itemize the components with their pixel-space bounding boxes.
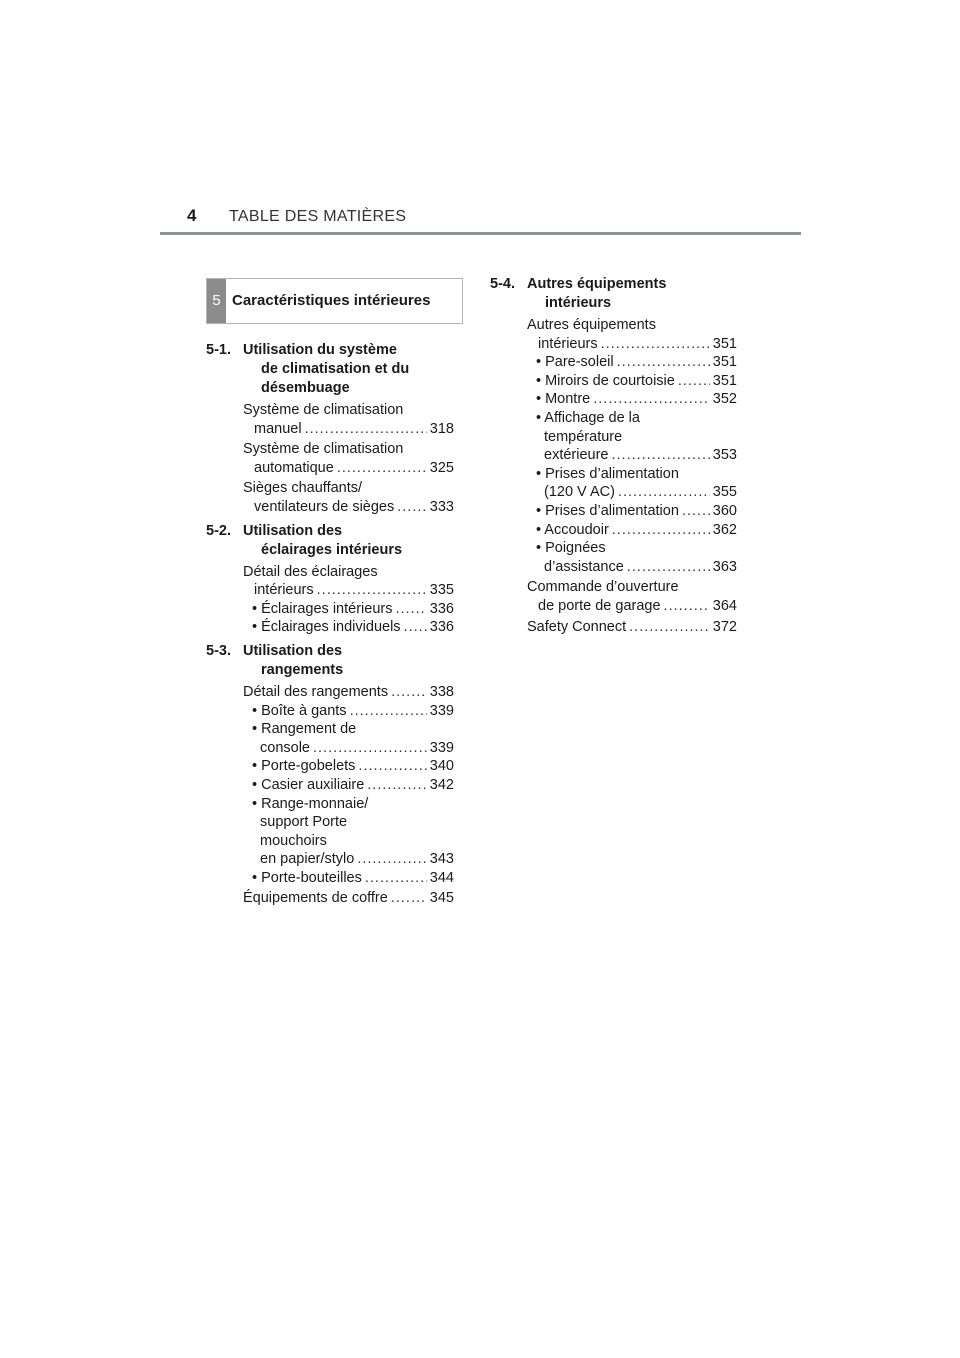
toc-entry[interactable] (243, 889, 454, 908)
subsection-title (206, 522, 454, 560)
page-header (160, 205, 800, 235)
toc-page-number: 352 (712, 391, 737, 408)
dot-leader (404, 618, 427, 637)
toc-entry-label: • Pare-soleil (536, 354, 614, 371)
subsection-title-line: de climatisation et du (261, 361, 410, 377)
toc-entry[interactable] (527, 578, 737, 615)
toc-page-number: 325 (429, 459, 454, 476)
toc-entry-label: extérieure (544, 447, 609, 464)
subsection-title-line: Utilisation du système (243, 342, 397, 358)
toc-page-number: 343 (429, 851, 454, 868)
toc-entry[interactable] (243, 757, 454, 776)
toc-entry[interactable] (527, 465, 737, 502)
toc-entry[interactable] (243, 479, 454, 516)
section-number-tab: 5 (207, 279, 226, 323)
toc-entry[interactable] (243, 776, 454, 795)
toc-page-number: 372 (712, 618, 737, 635)
toc-entry[interactable] (527, 390, 737, 409)
toc-entry-label: en papier/stylo (260, 851, 355, 868)
toc-entry-label: • Montre (536, 391, 591, 408)
toc-page-number: 344 (429, 869, 454, 886)
toc-page-number: 351 (712, 372, 737, 389)
toc-entry-line (527, 558, 737, 577)
dot-leader (317, 581, 427, 600)
dot-leader (664, 597, 710, 616)
subsection-heading (206, 341, 454, 398)
toc-entry-label: • Éclairages individuels (252, 619, 401, 636)
toc-entry-line (243, 420, 454, 439)
header-divider (160, 232, 801, 235)
subsection-title-line: éclairages intérieurs (261, 541, 403, 558)
toc-entry-line: Commande d’ouverture (527, 579, 679, 596)
toc-page-number: 338 (429, 683, 454, 700)
toc-entry-line (243, 776, 454, 795)
toc-entry-label: • Boîte à gants (252, 702, 347, 719)
toc-entry-label: • Accoudoir (536, 521, 609, 538)
dot-leader (618, 483, 710, 502)
toc-entry[interactable] (527, 409, 737, 465)
toc-entry-line (243, 850, 454, 869)
toc-entry-line (243, 498, 454, 517)
toc-entry[interactable] (243, 683, 454, 702)
toc-page-number: 355 (712, 484, 737, 501)
dot-leader (358, 757, 426, 776)
toc-entry-label: • Éclairages intérieurs (252, 600, 393, 617)
toc-page-number: 364 (712, 597, 737, 614)
toc-page-number: 318 (429, 420, 454, 437)
toc-entry-label: Équipements de coffre (243, 890, 388, 907)
subsection-title (206, 642, 454, 680)
subsection-title-line: Utilisation des (243, 642, 343, 659)
toc-entry-line (527, 483, 737, 502)
subsection-title-line: rangements (261, 661, 344, 678)
subsection-title-line: intérieurs (545, 295, 612, 311)
toc-entry[interactable] (243, 618, 454, 637)
toc-entry[interactable] (527, 372, 737, 391)
toc-entry[interactable] (527, 521, 737, 540)
toc-entry-label: intérieurs (254, 582, 314, 599)
toc-entry-line: mouchoirs (260, 832, 327, 849)
toc-page-number: 339 (429, 739, 454, 756)
toc-entry-line: Système de climatisation (243, 441, 404, 458)
toc-column-left (206, 341, 454, 913)
toc-entry-line: Détail des éclairages (243, 563, 378, 580)
section-heading-box (206, 278, 463, 324)
subsection-title-line: Autres équipements (527, 276, 667, 292)
toc-page-number: 353 (712, 447, 737, 464)
toc-entry[interactable] (243, 440, 454, 477)
toc-entry-line (243, 581, 454, 600)
dot-leader (365, 869, 427, 888)
toc-page-number: 363 (712, 558, 737, 575)
subsection-code: 5-2. (206, 522, 231, 539)
toc-entry-line: • Prises d’alimentation (536, 465, 679, 482)
dot-leader (627, 558, 710, 577)
subsection-title-line: Utilisation des (243, 522, 343, 539)
subsection-heading (206, 642, 454, 680)
dot-leader (350, 702, 427, 721)
toc-entry-line: • Rangement de (252, 721, 357, 738)
toc-entry-line (243, 618, 454, 637)
toc-entry-line (243, 869, 454, 888)
toc-entry-label: intérieurs (538, 335, 598, 352)
dot-leader (682, 502, 710, 521)
toc-entry-line (527, 618, 737, 637)
dot-leader (629, 618, 710, 637)
toc-entry[interactable] (243, 600, 454, 619)
toc-entry-line (527, 597, 737, 616)
toc-entry-line (243, 683, 454, 702)
toc-entry-line: • Range-monnaie/ (252, 795, 369, 812)
toc-page-number: 340 (429, 758, 454, 775)
dot-leader (601, 335, 710, 354)
dot-leader (611, 446, 709, 465)
toc-page-number: 335 (429, 582, 454, 599)
toc-entry[interactable] (243, 869, 454, 888)
toc-entry-label: • Miroirs de courtoisie (536, 372, 675, 389)
toc-entry-line: Sièges chauffants/ (243, 480, 363, 497)
toc-entry[interactable] (243, 720, 454, 757)
toc-entry[interactable] (243, 702, 454, 721)
dot-leader (395, 600, 426, 619)
toc-entry[interactable] (527, 353, 737, 372)
toc-entry-line (243, 600, 454, 619)
toc-entry[interactable] (243, 795, 454, 869)
toc-page-number: 336 (429, 600, 454, 617)
subsection-code: 5-1. (206, 342, 231, 358)
dot-leader (391, 889, 427, 908)
toc-entry-line (527, 446, 737, 465)
toc-page-number: 351 (712, 354, 737, 371)
toc-entry-label: Détail des rangements (243, 683, 389, 700)
toc-entry-label: manuel (254, 420, 302, 437)
subsection-entries (206, 563, 454, 637)
toc-entry-label: • Prises d’alimentation (536, 502, 679, 519)
toc-page-number: 360 (712, 502, 737, 519)
toc-entry-line (243, 459, 454, 478)
dot-leader (367, 776, 427, 795)
dot-leader (313, 739, 427, 758)
subsection-code: 5-4. (490, 276, 515, 292)
toc-page-number: 336 (429, 619, 454, 636)
dot-leader (612, 521, 710, 540)
toc-entry-label: • Casier auxiliaire (252, 776, 365, 793)
page-title: TABLE DES MATIÈRES (229, 208, 407, 225)
dot-leader (397, 498, 427, 517)
toc-entry-line (243, 702, 454, 721)
toc-page-number: 345 (429, 890, 454, 907)
subsection-code: 5-3. (206, 642, 231, 659)
toc-entry-line: Système de climatisation (243, 402, 404, 418)
toc-entry[interactable] (243, 401, 454, 438)
dot-leader (617, 353, 710, 372)
toc-entry-line (243, 889, 454, 908)
subsection-entries (206, 683, 454, 908)
toc-entry-line (527, 335, 737, 354)
toc-entry-line (527, 353, 737, 372)
toc-page-number: 339 (429, 702, 454, 719)
dot-leader (391, 683, 427, 702)
dot-leader (305, 420, 427, 439)
toc-entry-line: support Porte (260, 814, 348, 831)
toc-entry-label: de porte de garage (538, 597, 661, 614)
dot-leader (337, 459, 427, 478)
toc-entry-label: Safety Connect (527, 618, 627, 635)
toc-entry-line (527, 390, 737, 409)
toc-entry[interactable] (527, 618, 737, 637)
toc-entry-line (243, 757, 454, 776)
subsection-entries (490, 316, 737, 636)
subsection-title-line: désembuage (261, 380, 350, 396)
toc-entry[interactable] (527, 539, 737, 576)
toc-entry-line (527, 521, 737, 540)
page-number: 4 (187, 206, 197, 225)
section-title: Caractéristiques intérieures (232, 292, 431, 309)
toc-entry-line (527, 502, 737, 521)
toc-entry-line: • Poignées (536, 540, 606, 557)
dot-leader (678, 372, 710, 391)
dot-leader (593, 390, 710, 409)
toc-entry-line (243, 739, 454, 758)
subsection-heading (490, 275, 737, 313)
toc-page-number: 351 (712, 335, 737, 352)
toc-page-number: 333 (429, 498, 454, 515)
toc-entry-label: (120 V AC) (544, 484, 615, 501)
toc-entry-label: d’assistance (544, 558, 624, 575)
toc-entry[interactable] (527, 502, 737, 521)
toc-entry-line: Autres équipements (527, 317, 656, 333)
toc-entry-label: ventilateurs de sièges (254, 498, 395, 515)
toc-column-right (490, 275, 737, 641)
subsection-title (490, 275, 737, 313)
dot-leader (357, 850, 426, 869)
toc-page-number: 362 (712, 521, 737, 538)
toc-entry-label: console (260, 739, 310, 756)
subsection-title (206, 341, 454, 398)
toc-entry[interactable] (527, 316, 737, 353)
toc-entry-label: • Porte-bouteilles (252, 869, 362, 886)
subsection-entries (206, 401, 454, 517)
subsection-heading (206, 522, 454, 560)
toc-entry-line: • Affichage de la (536, 409, 640, 426)
toc-entry-line (527, 372, 737, 391)
toc-entry-label: automatique (254, 459, 334, 476)
toc-entry-line: température (544, 428, 623, 445)
toc-entry-label: • Porte-gobelets (252, 758, 356, 775)
toc-page-number: 342 (429, 776, 454, 793)
toc-entry[interactable] (243, 563, 454, 600)
